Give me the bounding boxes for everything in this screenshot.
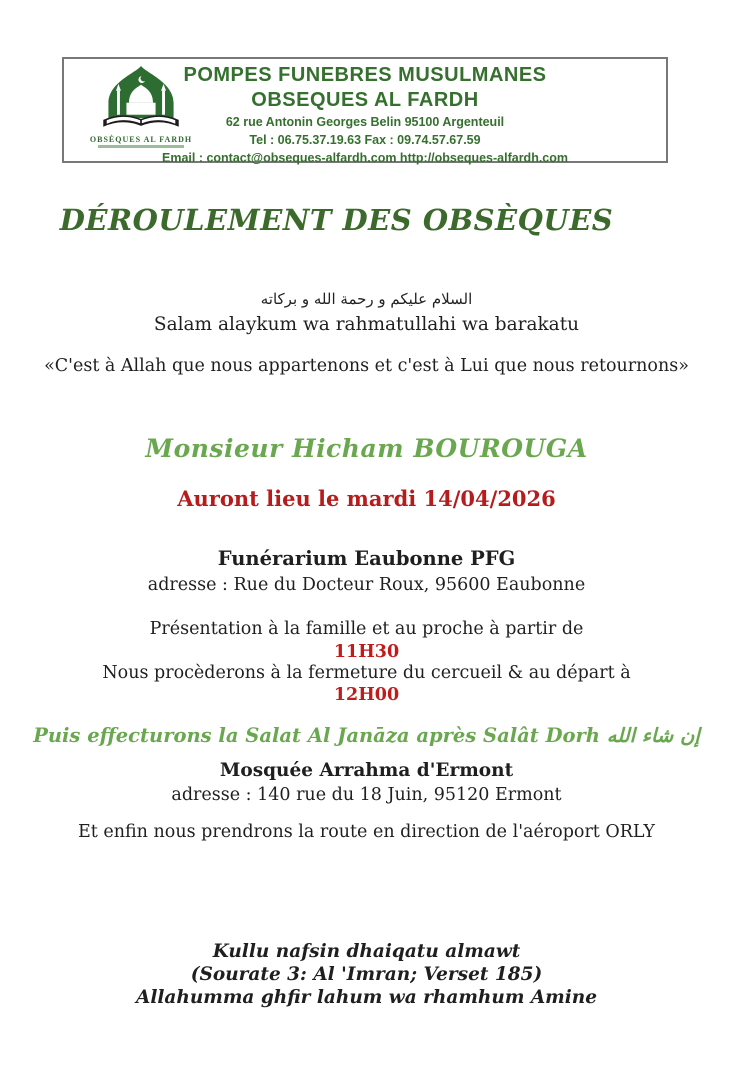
letterhead-text xyxy=(64,63,666,167)
presentation-line: Présentation à la famille et au proche à partir de xyxy=(149,619,584,639)
company-name-line1: POMPES FUNEBRES MUSULMANES xyxy=(183,64,547,86)
greeting-transliteration: Salam alaykum wa rahmatullahi wa barakatu xyxy=(153,314,580,335)
departure-time: 12H00 xyxy=(333,685,400,705)
mosque-name: Mosquée Arrahma d'Ermont xyxy=(219,760,514,781)
salat-janaza-text: Puis effecturons la Salat Al Janāza après Salât Dorh xyxy=(33,724,607,747)
mosque-address: adresse : 140 rue du 18 Juin, 95120 Ermont xyxy=(171,785,562,805)
company-name-line2: OBSEQUES AL FARDH xyxy=(251,89,479,111)
deceased-name: Monsieur Hicham BOUROUGA xyxy=(145,434,588,463)
letterhead xyxy=(62,57,668,163)
airport-line: Et enfin nous prendrons la route en direction de l'aéroport ORLY xyxy=(78,822,655,842)
logo-caption: OBSÈQUES AL FARDH xyxy=(89,135,193,144)
document-title: DÉROULEMENT DES OBSÈQUES xyxy=(59,203,614,237)
funerarium-address: adresse : Rue du Docteur Roux, 95600 Eaubonne xyxy=(147,575,586,595)
footer-quote-line3: Allahumma ghfir lahum wa rhamhum Amine xyxy=(135,987,598,1008)
salat-janaza-line xyxy=(0,724,733,747)
company-contact: Email : contact@obseques-alfardh.com http://obseques-alfardh.com xyxy=(162,151,568,165)
arabic-greeting: السلام عليكم و رحمة الله و بركاته xyxy=(260,290,473,308)
footer-quote-line2: (Sourate 3: Al 'Imran; Verset 185) xyxy=(190,964,543,985)
company-phone-fax: Tel : 06.75.37.19.63 Fax : 09.74.57.67.59 xyxy=(249,133,481,147)
coffin-closing-line: Nous procèderons à la fermeture du cercueil & au départ à xyxy=(102,663,631,683)
footer-quote-line1: Kullu nafsin dhaiqatu almawt xyxy=(212,941,521,962)
funeral-date-line: Auront lieu le mardi 14/04/2026 xyxy=(177,486,556,511)
funerarium-name: Funérarium Eaubonne PFG xyxy=(217,547,516,570)
company-address: 62 rue Antonin Georges Belin 95100 Argenteuil xyxy=(225,115,505,129)
presentation-time: 11H30 xyxy=(333,642,400,662)
inshallah-arabic: إن شاء الله xyxy=(606,724,700,747)
quran-quote: «C'est à Allah que nous appartenons et c'est à Lui que nous retournons» xyxy=(44,356,689,376)
